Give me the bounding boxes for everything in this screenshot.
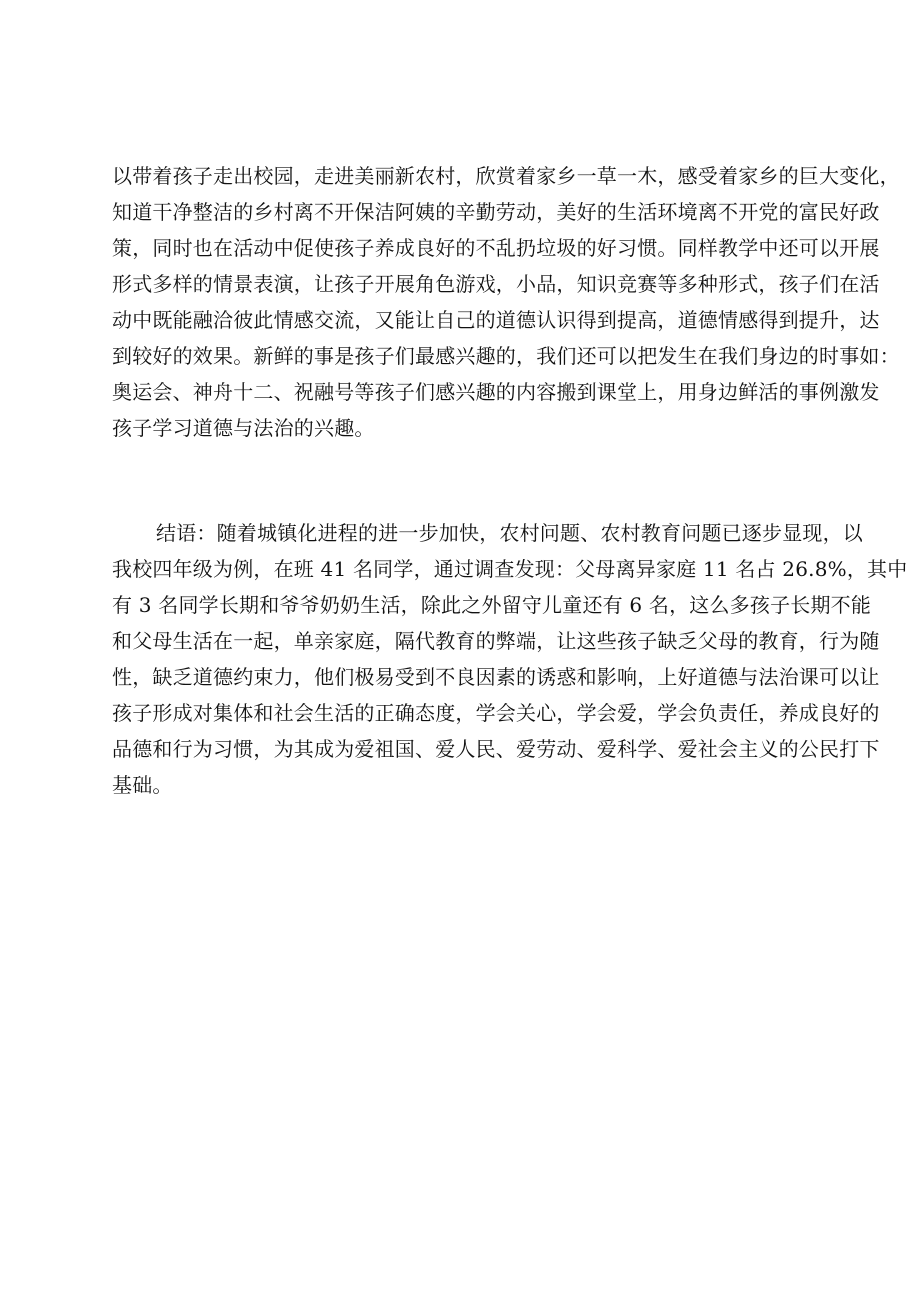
paragraph-line: 策，同时也在活动中促使孩子养成良好的不乱扔垃圾的好习惯。同样教学中还可以开展 [112,236,880,260]
paragraph-line: 有 3 名同学长期和爷爷奶奶生活，除此之外留守儿童还有 6 名，这么多孩子长期不能 [112,593,872,617]
paragraph-line: 孩子学习道德与法治的兴趣。 [112,416,375,440]
paragraph-line: 形式多样的情景表演，让孩子开展角色游戏，小品，知识竞赛等多种形式，孩子们在活 [112,272,880,296]
paragraph-line: 结语：随着城镇化进程的进一步加快，农村问题、农村教育问题已逐步显现，以 [156,521,863,545]
paragraph-line: 和父母生活在一起，单亲家庭，隔代教育的弊端，让这些孩子缺乏父母的教育，行为随 [112,629,880,653]
paragraph-line: 动中既能融洽彼此情感交流，又能让自己的道德认识得到提高，道德情感得到提升，达 [112,308,880,332]
paragraph-line: 我校四年级为例，在班 41 名同学，通过调查发现：父母离异家庭 11 名占 26.8%，其中 [112,557,908,581]
paragraph-line: 性，缺乏道德约束力，他们极易受到不良因素的诱惑和影响，上好道德与法治课可以让 [112,665,880,689]
paragraph-line: 奥运会、神舟十二、祝融号等孩子们感兴趣的内容搬到课堂上，用身边鲜活的事例激发 [112,380,880,404]
conclusion-paragraph [112,515,908,803]
paragraph-line: 以带着孩子走出校园，走进美丽新农村，欣赏着家乡一草一木，感受着家乡的巨大变化， [112,164,900,188]
paragraph-line: 孩子形成对集体和社会生活的正确态度，学会关心，学会爱，学会负责任，养成良好的 [112,701,880,725]
paragraph-line: 到较好的效果。新鲜的事是孩子们最感兴趣的，我们还可以把发生在我们身边的时事如： [112,344,900,368]
paragraph-line: 知道干净整洁的乡村离不开保洁阿姨的辛勤劳动，美好的生活环境离不开党的富民好政 [112,200,880,224]
body-paragraph-activities [112,158,900,446]
paragraph-line: 基础。 [112,773,173,797]
paragraph-line: 品德和行为习惯，为其成为爱祖国、爱人民、爱劳动、爱科学、爱社会主义的公民打下 [112,737,880,761]
